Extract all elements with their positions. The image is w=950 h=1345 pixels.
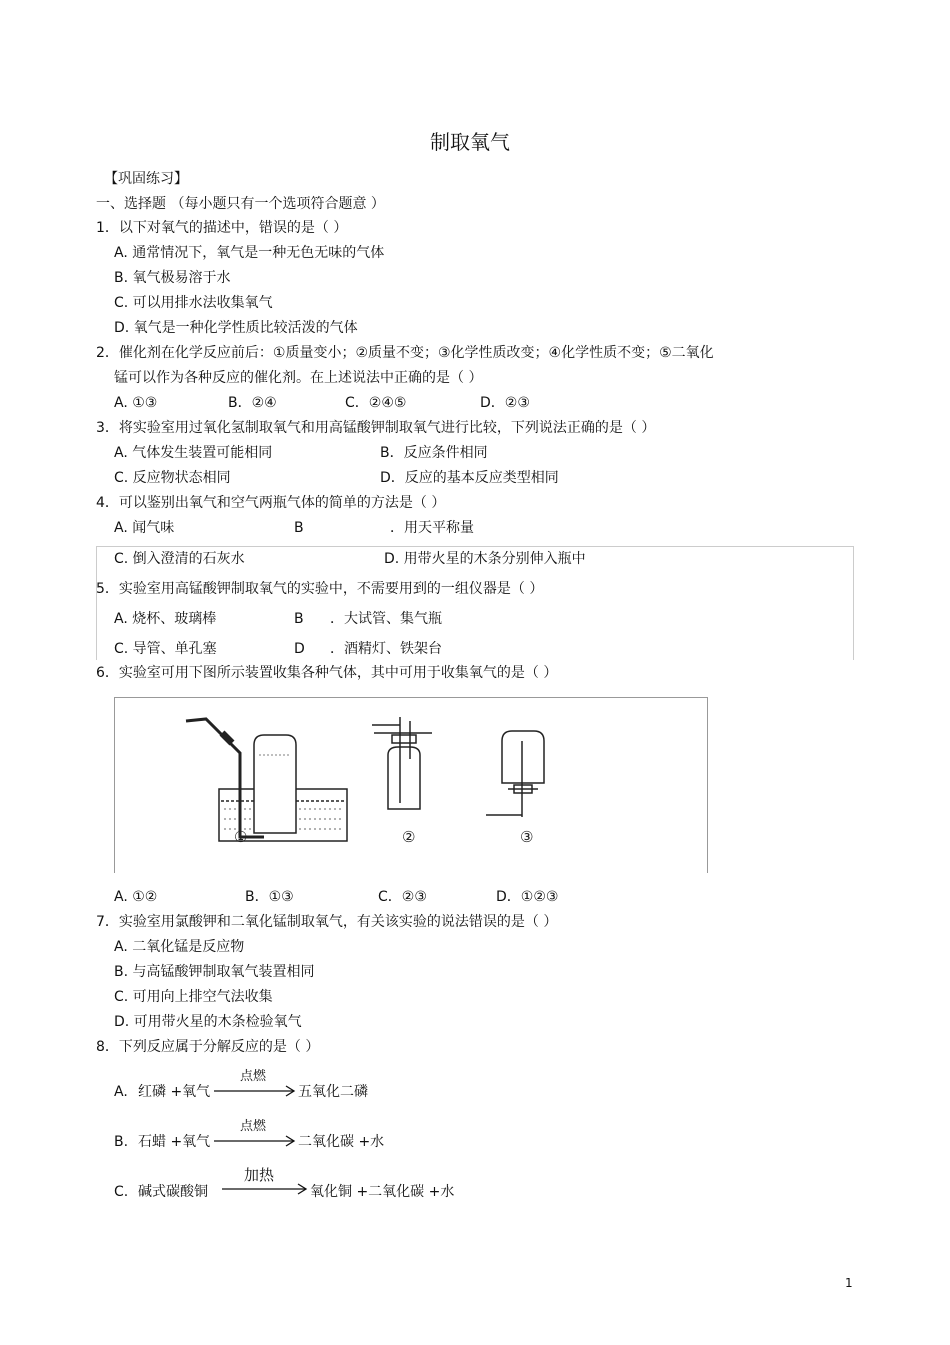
q5-option-d-letter: D <box>294 641 305 657</box>
q5-option-c: C. 导管、单孔塞 <box>114 641 217 657</box>
q2-option-c: C．②④⑤ <box>345 395 407 411</box>
q6-option-b: B．①③ <box>245 889 294 905</box>
q5-option-d-text: ．酒精灯、铁架台 <box>330 641 442 657</box>
q2-option-d: D．②③ <box>480 395 530 411</box>
question-2-stem: 2．催化剂在化学反应前后：①质量变小；②质量不变；③化学性质改变；④化学性质不变；⑤二氧化 <box>96 345 714 361</box>
q1-option-b: B. 氧气极易溶于水 <box>114 270 231 286</box>
q7-option-c: C. 可用向上排空气法收集 <box>114 989 273 1005</box>
q8-a-products: 五氧化二磷 <box>298 1084 368 1100</box>
question-8-stem: 8．下列反应属于分解反应的是（ ） <box>96 1039 320 1055</box>
q8-b-letter: B. <box>114 1134 129 1150</box>
q8-b-products: 二氧化碳 +水 <box>298 1134 385 1150</box>
q8-a-letter: A. <box>114 1084 128 1100</box>
q8-c-reactants: 碱式碳酸铜 <box>138 1184 208 1200</box>
apparatus-2-drawing <box>372 717 432 809</box>
q2-option-a: A. ①③ <box>114 395 158 411</box>
q3-option-d: D．反应的基本反应类型相同 <box>380 470 559 486</box>
q3-option-b: B．反应条件相同 <box>380 445 488 461</box>
q8-c-products: 氧化铜 +二氧化碳 +水 <box>310 1184 455 1200</box>
q6-option-a: A. ①② <box>114 889 158 905</box>
part-heading: 一、选择题 （每小题只有一个选项符合题意 ） <box>96 196 385 212</box>
apparatus-drawing <box>114 697 708 875</box>
question-4-stem: 4．可以鉴别出氧气和空气两瓶气体的简单的方法是（ ） <box>96 495 446 511</box>
q8-b-arrow <box>214 1134 298 1148</box>
figure-label-3: ③ <box>520 828 534 846</box>
q4-option-c: C. 倒入澄清的石灰水 <box>114 551 245 567</box>
page-number: 1 <box>845 1276 853 1290</box>
q8-c-condition: 加热 <box>244 1166 275 1184</box>
q4-option-a: A. 闻气味 <box>114 520 175 536</box>
apparatus-3-drawing <box>486 731 544 817</box>
figure-label-1: ① <box>234 828 248 846</box>
q5-option-b-text: ．大试管、集气瓶 <box>330 611 442 627</box>
q8-c-letter: C. <box>114 1184 129 1200</box>
question-7-stem: 7．实验室用氯酸钾和二氧化锰制取氧气，有关该实验的说法错误的是（ ） <box>96 914 558 930</box>
q8-a-arrow <box>214 1084 298 1098</box>
q3-option-a: A. 气体发生装置可能相同 <box>114 445 273 461</box>
q7-option-d: D. 可用带火星的木条检验氧气 <box>114 1014 302 1030</box>
q1-option-a: A. 通常情况下，氧气是一种无色无味的气体 <box>114 245 385 261</box>
q6-option-c: C．②③ <box>378 889 427 905</box>
q6-option-d: D．①②③ <box>496 889 559 905</box>
q1-option-d: D. 氧气是一种化学性质比较活泼的气体 <box>114 320 358 336</box>
page-title: 制取氧气 <box>430 130 510 154</box>
q4-option-d: D. 用带火星的木条分别伸入瓶中 <box>384 551 586 567</box>
section-label: 【巩固练习】 <box>104 171 188 187</box>
question-1-stem: 1．以下对氧气的描述中，错误的是（ ） <box>96 220 348 236</box>
q8-c-arrow <box>222 1182 310 1196</box>
apparatus-1-drawing <box>186 719 347 841</box>
question-2-stem-cont: 锰可以作为各种反应的催化剂。在上述说法中正确的是（ ） <box>114 370 483 386</box>
figure-label-2: ② <box>402 828 416 846</box>
q7-option-a: A. 二氧化锰是反应物 <box>114 939 245 955</box>
q5-option-a: A. 烧杯、玻璃棒 <box>114 611 217 627</box>
q4-option-b-text: ．用天平称量 <box>390 520 474 536</box>
q8-b-reactants: 石蜡 +氧气 <box>138 1134 211 1150</box>
question-3-stem: 3．将实验室用过氧化氢制取氧气和用高锰酸钾制取氧气进行比较，下列说法正确的是（ ） <box>96 420 656 436</box>
q8-b-condition: 点燃 <box>240 1119 267 1134</box>
q8-a-reactants: 红磷 +氧气 <box>138 1084 211 1100</box>
q4-option-b-letter: B <box>294 520 304 536</box>
q7-option-b: B. 与高锰酸钾制取氧气装置相同 <box>114 964 315 980</box>
q8-a-condition: 点燃 <box>240 1069 267 1084</box>
q3-option-c: C. 反应物状态相同 <box>114 470 231 486</box>
question-6-stem: 6．实验室可用下图所示装置收集各种气体，其中可用于收集氧气的是（ ） <box>96 665 558 681</box>
question-5-stem: 5．实验室用高锰酸钾制取氧气的实验中，不需要用到的一组仪器是（ ） <box>96 581 544 597</box>
q1-option-c: C. 可以用排水法收集氧气 <box>114 295 273 311</box>
q2-option-b: B．②④ <box>228 395 277 411</box>
q5-option-b-letter: B <box>294 611 304 627</box>
